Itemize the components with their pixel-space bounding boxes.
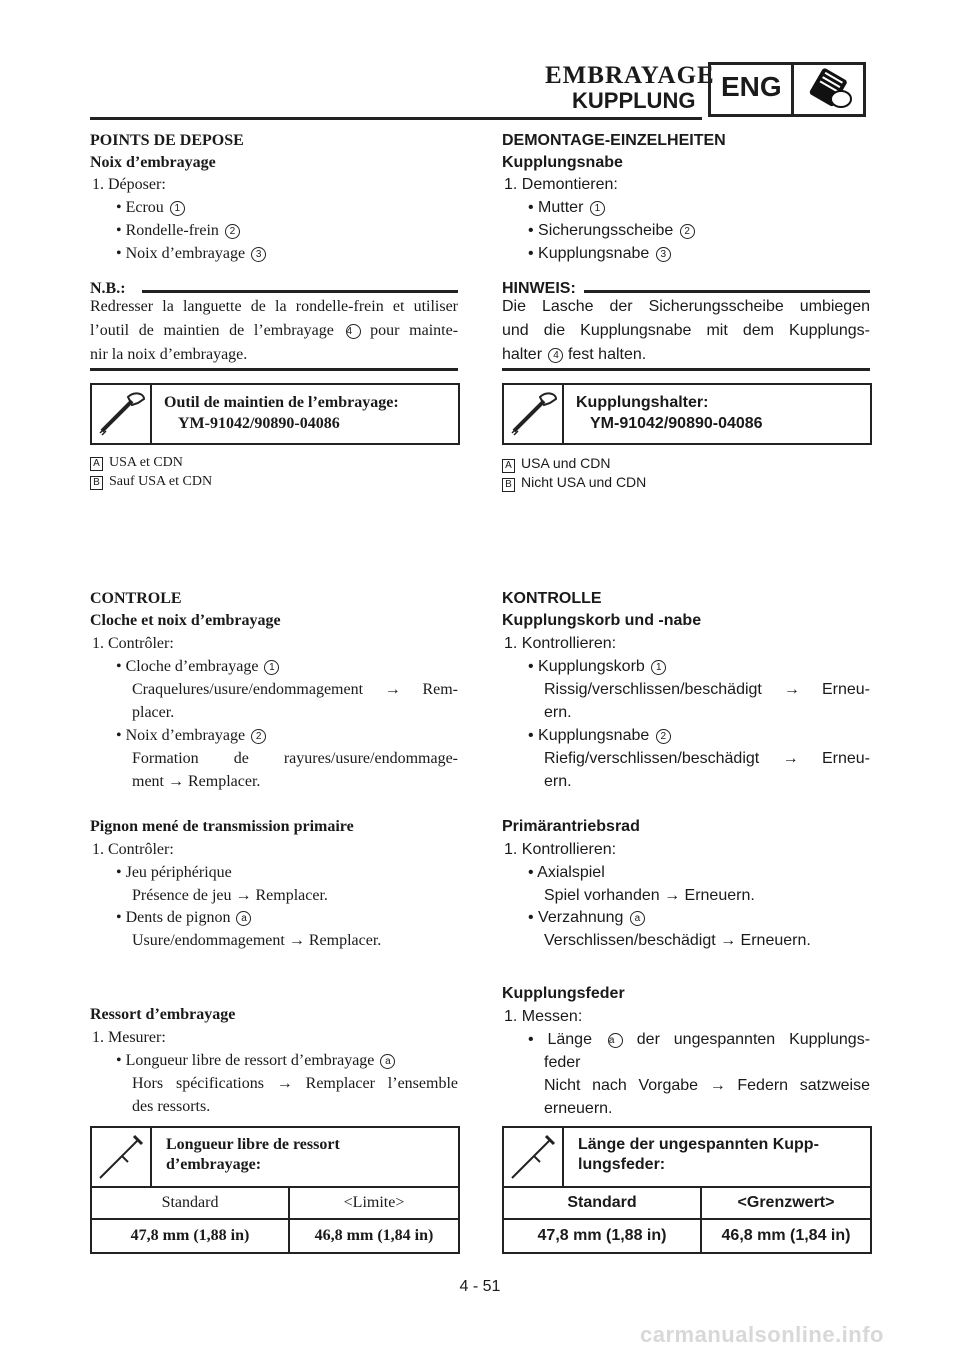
fr-s2-i1d1: Craquelures/usure/endommagement → Rem- [132,681,458,698]
de-s3-i2d: Verschlissen/beschädigt → Erneuern. [544,932,811,949]
fr-note-bar [142,290,458,293]
fr-s2-i2d2: ment → Remplacer. [132,773,261,790]
list-item: • Kupplungsnabe 2 [528,725,671,747]
fr-note-rule [90,368,458,371]
fr-s1-sub: Noix d’embrayage [90,154,216,171]
page-number: 4 - 51 [459,1278,501,1295]
list-item: • Dents de pignon a [116,907,251,929]
de-s2-i2d2: ern. [544,773,572,790]
de-s2-title: KONTROLLE [502,590,602,607]
badge-divider [791,65,794,114]
fr-spec-table [90,1126,460,1254]
de-tool-l2: YM-91042/90890-04086 [590,415,763,432]
de-spec-v2: 46,8 mm (1,84 in) [721,1227,851,1244]
list-item: • Longueur libre de ressort d’embrayage a [116,1050,395,1072]
de-s1-sub: Kupplungsnabe [502,154,623,171]
list-item: • Verzahnung a [528,907,645,929]
de-s4-i1d1: Nicht nach Vorgabe → Federn satzweise [544,1077,870,1094]
de-s2-i1d1: Rissig/verschlissen/beschädigt → Erneu- [544,681,870,698]
list-item: • Kupplungskorb 1 [528,656,666,678]
de-spec-l1: Länge der ungespannten Kupp- [578,1136,819,1153]
fr-tool-box [90,383,460,445]
watermark: carmanualsonline.info [640,1322,884,1347]
de-note-line1: Die Lasche der Sicherungsscheibe umbiegen [502,298,870,315]
de-note-line3: halter 4 fest halten. [502,346,647,363]
fr-column [90,130,458,1260]
fr-spec-l1: Longueur libre de ressort [166,1136,340,1153]
list-item: • Ecrou 1 [116,197,185,219]
fr-tool-l2: YM-91042/90890-04086 [178,415,340,432]
de-spec-l2: lungsfeder: [578,1156,666,1173]
fr-spec-v1: 47,8 mm (1,88 in) [130,1227,250,1244]
spec-divider [504,1186,870,1188]
de-s2-i2d1: Riefig/verschlissen/beschädigt → Erneu- [544,750,870,767]
fr-s4-i1d1: Hors spécifications → Remplacer l’ensemble [132,1075,458,1092]
fr-s1-title: POINTS DE DEPOSE [90,132,244,149]
list-item: • Noix d’embrayage 2 [116,725,266,747]
fr-s2-step: 1. Contrôler: [92,635,174,652]
caliper-icon [92,1128,152,1186]
de-spec-table [502,1126,872,1254]
fr-s2-sub: Cloche et noix d’embrayage [90,612,281,629]
fr-s2-title: CONTROLE [90,590,182,607]
fr-note-head: N.B.: [90,280,126,297]
list-item: • Rondelle-frein 2 [116,220,240,242]
de-s4-i1c: feder [544,1054,581,1071]
fr-s3-i1d: Présence de jeu → Remplacer. [132,887,328,904]
fr-s2-i2d1: Formation de rayures/usure/endommage- [132,750,458,767]
header-rule [90,117,702,120]
de-note-line2: und die Kupplungsnabe mit dem Kupplungs- [502,322,870,339]
spec-divider [92,1218,458,1220]
eng-badge [708,62,866,117]
de-tool-l1: Kupplungshalter: [576,394,709,411]
fr-s3-i2d: Usure/endommagement → Remplacer. [132,932,382,949]
de-s4-sub: Kupplungsfeder [502,985,625,1002]
fr-tool-l1: Outil de maintien de l’embrayage: [164,394,399,411]
fr-legend-a: A USA et CDN [90,452,183,474]
de-s3-sub: Primärantriebsrad [502,818,640,835]
list-item: • Mutter 1 [528,197,605,219]
fr-s1-step: 1. Déposer: [92,176,166,193]
fr-s4-sub: Ressort d’embrayage [90,1006,236,1023]
list-item: • Axialspiel [528,864,605,881]
de-note-head: HINWEIS: [502,280,576,297]
de-s2-sub: Kupplungskorb und -nabe [502,612,702,629]
fr-note-line2: l’outil de maintien de l’embrayage 4 pour mainte- [90,322,459,339]
de-note-rule [502,368,870,371]
fr-s4-i1d2: des ressorts. [132,1098,211,1115]
de-legend-a: A USA und CDN [502,452,610,474]
de-column [502,130,870,1260]
de-note-bar [584,290,870,293]
de-spec-h1: Standard [567,1194,637,1211]
fr-note-line1: Redresser la languette de la rondelle-frein et utiliser [90,298,458,315]
fr-s3-step: 1. Contrôler: [92,841,174,858]
header-title-fr: EMBRAYAGE [545,62,715,89]
fr-legend-b: B Sauf USA et CDN [90,471,212,493]
fr-spec-h2: <Limite> [343,1194,405,1211]
caliper-icon [504,1128,564,1186]
tool-icon [504,385,564,443]
list-item: • Cloche d’embrayage 1 [116,656,279,678]
fr-s2-i1d2: placer. [132,704,175,721]
fr-spec-v2: 46,8 mm (1,84 in) [314,1227,434,1244]
spec-divider [92,1186,458,1188]
de-tool-box [502,383,872,445]
list-item: • Sicherungsscheibe 2 [528,220,695,242]
de-s1-step: 1. Demontieren: [504,176,618,193]
list-item: • Jeu périphérique [116,864,232,881]
header-title-de: KUPPLUNG [572,88,696,113]
wrench-icon [797,67,861,113]
de-s4-step: 1. Messen: [504,1008,583,1025]
de-legend-b: B Nicht USA und CDN [502,471,646,493]
fr-spec-h1: Standard [161,1194,219,1211]
de-s3-step: 1. Kontrollieren: [504,841,617,858]
fr-s4-step: 1. Mesurer: [92,1029,166,1046]
list-item: • Kupplungsnabe 3 [528,243,671,265]
de-spec-v1: 47,8 mm (1,88 in) [537,1227,667,1244]
de-s3-i1d: Spiel vorhanden → Erneuern. [544,887,755,904]
de-s4-i1d2: erneuern. [544,1100,613,1117]
tool-icon [92,385,152,443]
eng-badge-label: ENG [721,71,782,102]
list-item: • Länge a der ungespannten Kupplungs- [528,1031,871,1048]
de-s2-step: 1. Kontrollieren: [504,635,617,652]
de-s2-i1d2: ern. [544,704,572,721]
spec-divider [504,1218,870,1220]
fr-note-line3: nir la noix d’embrayage. [90,346,248,363]
fr-spec-l2: d’embrayage: [166,1156,262,1173]
list-item: • Noix d’embrayage 3 [116,243,266,265]
de-s1-title: DEMONTAGE-EINZELHEITEN [502,132,726,149]
fr-s3-sub: Pignon mené de transmission primaire [90,818,354,835]
de-spec-h2: <Grenzwert> [737,1194,835,1211]
